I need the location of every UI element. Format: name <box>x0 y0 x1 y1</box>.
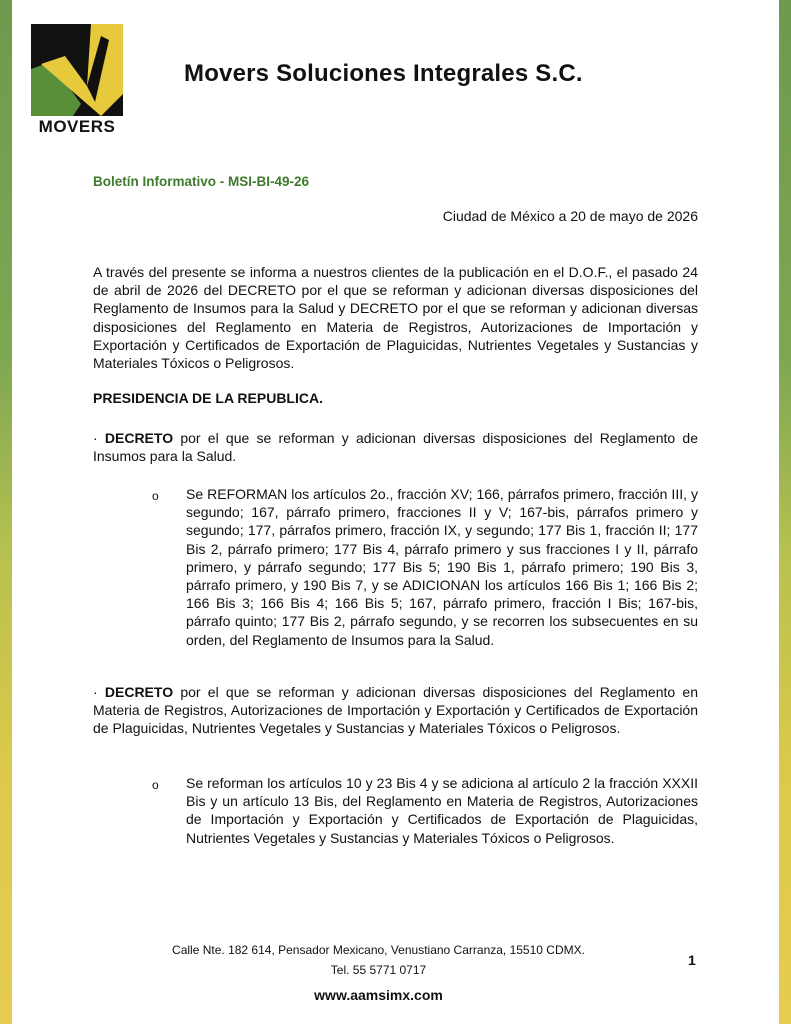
page-number: 1 <box>688 952 696 968</box>
decree-1-keyword: DECRETO <box>104 430 174 446</box>
company-name: Movers Soluciones Integrales S.C. <box>184 60 583 87</box>
decree-2-bullet-marker: o <box>152 778 159 792</box>
decree-1-bullet-marker: o <box>152 489 159 503</box>
bulletin-title: Boletín Informativo - MSI-BI-49-26 <box>93 174 310 189</box>
footer-website-link[interactable]: www.aamsimx.com <box>314 987 443 1003</box>
decree-1-paragraph <box>93 429 698 465</box>
right-decorative-border <box>779 0 791 1024</box>
left-decorative-border <box>0 0 12 1024</box>
logo-mark <box>31 24 123 116</box>
decree-1-bullet: Se REFORMAN los artículos 2o., fracción XV; 166, párrafos primero, fracción III, y segundo; 167, párrafo primero, fracciones II y V; 167-bis, párrafos primero y segundo; 177, párrafos primero, fracción IX, y segundo; 177 Bis 1, fracción II; 177 Bis 2, párrafo primero; 177 Bis 4, párrafo primero y sus fracciones I y II, párrafo primero, y párrafo segundo; 177 Bis 5; 190 Bis 1, párrafo primero; 190 Bis 3, párrafo primero, y 190 Bis 7, y se ADICIONAN los artículos 166 Bis 1; 166 Bis 2; 166 Bis 3; 166 Bis 4; 166 Bis 5; 167, párrafo primero, fracción I Bis; 167-bis, párrafo quinto; 177 Bis 2, párrafo segundo, y se recorren los subsecuentes en su orden, del Reglamento de Insumos para la Salud. <box>186 486 698 648</box>
footer-phone: Tel. 55 5771 0717 <box>330 963 427 977</box>
decree-2-keyword: DECRETO <box>104 684 174 700</box>
decree-2-paragraph <box>93 683 698 738</box>
decree-1-text: por el que se reforman y adicionan diversas disposiciones del Reglamento de Insumos para la Salud. <box>93 430 698 465</box>
decree-2-bullet: Se reforman los artículos 10 y 23 Bis 4 y se adiciona al artículo 2 la fracción XXXII Bis y un artículo 13 Bis, del Reglamento en Materia de Registros, Autorizaciones de Importación y Exportación y Certificados de Exportación de Plaguicidas, Nutrientes Vegetales y Sustancias y Materiales Tóxicos o Peligrosos. <box>186 775 698 846</box>
decree-1-prefix: · <box>93 430 105 446</box>
intro-paragraph: A través del presente se informa a nuestros clientes de la publicación en el D.O.F., el pasado 24 de abril de 2026 del DECRETO por el que se reforman y adicionan diversas disposiciones del Reglamento de Insumos para la Salud y DECRETO por el que se reforman y adicionan diversas disposiciones del Reglamento en Materia de Registros, Autorizaciones de Importación y Exportación y Certificados de Exportación de Plaguicidas, Nutrientes Vegetales y Sustancias y Materiales Tóxicos o Peligrosos. <box>93 264 698 372</box>
dateline: Ciudad de México a 20 de mayo de 2026 <box>442 208 698 224</box>
company-logo <box>31 24 123 136</box>
decree-2-text: por el que se reforman y adicionan diversas disposiciones del Reglamento en Materia de Registros, Autorizaciones de Importación y Exportación y Certificados de Exportación de Plaguicidas, Nutrientes Vegetales y Sustancias y Materiales Tóxicos o Peligrosos. <box>93 684 698 737</box>
footer-address: Calle Nte. 182 614, Pensador Mexicano, Venustiano Carranza, 15510 CDMX. <box>172 943 585 957</box>
logo-wordmark: MOVERS <box>38 117 116 136</box>
logo-v-icon <box>31 24 123 116</box>
section-heading: PRESIDENCIA DE LA REPUBLICA. <box>93 390 323 406</box>
decree-2-prefix: · <box>93 684 105 700</box>
